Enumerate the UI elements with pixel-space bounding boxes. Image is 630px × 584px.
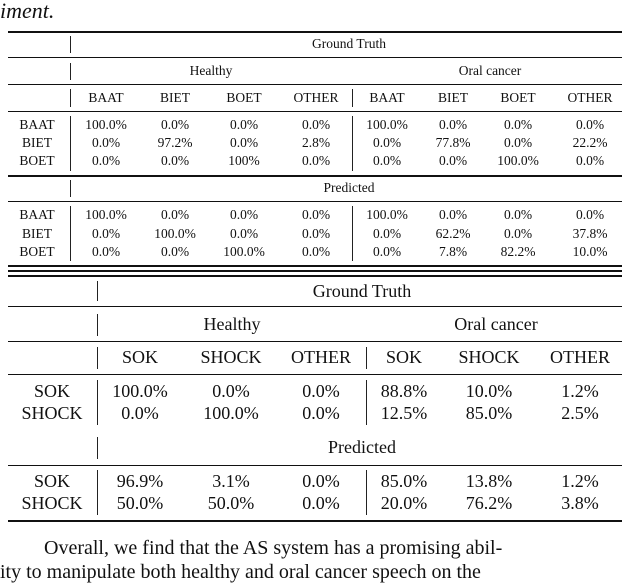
table-cell: 85.0% xyxy=(465,403,513,423)
row-label: SOK xyxy=(33,381,71,401)
table-rule xyxy=(8,111,622,112)
table-rule xyxy=(8,265,622,267)
table-cell: 0.0% xyxy=(301,117,331,132)
table-cell: 100.0% xyxy=(366,207,408,222)
table-cell: 0.0% xyxy=(91,244,121,259)
row-label: BIET xyxy=(22,135,52,150)
table-cell: 100.0% xyxy=(85,117,127,132)
column-header: OTHER xyxy=(567,90,613,105)
column-header: BAAT xyxy=(369,90,405,105)
table-cell: 12.5% xyxy=(380,403,428,423)
table-cell: 0.0% xyxy=(302,381,340,401)
table-cell: 0.0% xyxy=(372,135,402,150)
column-divider xyxy=(70,116,71,171)
column-header: OTHER xyxy=(293,90,339,105)
table-rule xyxy=(8,341,622,342)
table-cell: 0.0% xyxy=(301,207,331,222)
table-cell: 100.0% xyxy=(112,381,168,401)
table-cell: 0.0% xyxy=(575,207,605,222)
row-label: BIET xyxy=(22,226,52,241)
table-cell: 1.2% xyxy=(561,471,599,491)
predicted-header: Predicted xyxy=(323,180,375,195)
table-cell: 100.0% xyxy=(154,226,196,241)
table-rule xyxy=(8,275,622,277)
column-divider xyxy=(97,380,98,425)
column-header: BOET xyxy=(500,90,536,105)
table-cell: 1.2% xyxy=(561,381,599,401)
column-header: BAAT xyxy=(88,90,124,105)
column-divider xyxy=(352,206,353,261)
table-cell: 0.0% xyxy=(301,226,331,241)
column-divider xyxy=(366,380,367,425)
table-cell: 2.8% xyxy=(301,135,331,150)
table-cell: 85.0% xyxy=(380,471,428,491)
table-cell: 77.8% xyxy=(435,135,471,150)
table-cell: 0.0% xyxy=(372,244,402,259)
table-cell: 0.0% xyxy=(229,117,259,132)
table-cell: 0.0% xyxy=(503,117,533,132)
table-cell: 100.0% xyxy=(223,244,265,259)
table-cell: 2.5% xyxy=(561,403,599,423)
table-cell: 0.0% xyxy=(503,226,533,241)
column-divider xyxy=(70,63,71,80)
column-divider xyxy=(352,116,353,171)
column-header: SHOCK xyxy=(458,347,520,367)
table-cell: 3.8% xyxy=(561,493,599,513)
column-divider xyxy=(97,314,98,336)
column-header: BIET xyxy=(160,90,190,105)
table-cell: 82.2% xyxy=(500,244,536,259)
paragraph-line-2: ity to manipulate both healthy and oral cancer speech on the xyxy=(0,561,481,583)
group-header-oral-cancer: Oral cancer xyxy=(458,63,522,78)
ground-truth-header: Ground Truth xyxy=(312,281,412,301)
table-cell: 0.0% xyxy=(160,153,190,168)
table-cell: 100.0% xyxy=(366,117,408,132)
column-divider xyxy=(97,470,98,515)
table-cell: 7.8% xyxy=(438,244,468,259)
table-cell: 0.0% xyxy=(91,135,121,150)
table-cell: 3.1% xyxy=(212,471,250,491)
table-cell: 10.0% xyxy=(465,381,513,401)
table-cell: 100.0% xyxy=(85,207,127,222)
column-divider xyxy=(352,89,353,107)
column-divider xyxy=(366,347,367,369)
column-header: SOK xyxy=(121,347,159,367)
table-cell: 22.2% xyxy=(572,135,608,150)
column-divider xyxy=(366,470,367,515)
row-label: SHOCK xyxy=(21,403,83,423)
table-cell: 50.0% xyxy=(207,493,255,513)
table-cell: 0.0% xyxy=(575,117,605,132)
table-cell: 13.8% xyxy=(465,471,513,491)
table-cell: 0.0% xyxy=(302,493,340,513)
table-cell: 0.0% xyxy=(302,471,340,491)
predicted-header: Predicted xyxy=(328,437,396,457)
table-cell: 76.2% xyxy=(465,493,513,513)
column-header: OTHER xyxy=(550,347,610,367)
table-cell: 0.0% xyxy=(301,244,331,259)
table-rule xyxy=(8,306,622,307)
table-cell: 50.0% xyxy=(116,493,164,513)
column-header: SOK xyxy=(385,347,423,367)
table-cell: 0.0% xyxy=(438,207,468,222)
table-cell: 96.9% xyxy=(116,471,164,491)
column-divider xyxy=(97,347,98,369)
table-cell: 0.0% xyxy=(91,226,121,241)
table-cell: 0.0% xyxy=(302,403,340,423)
group-header-healthy: Healthy xyxy=(189,63,233,78)
table-cell: 0.0% xyxy=(372,153,402,168)
table-cell: 0.0% xyxy=(503,207,533,222)
table-cell: 97.2% xyxy=(157,135,193,150)
ground-truth-header: Ground Truth xyxy=(312,36,386,51)
column-divider xyxy=(97,437,98,459)
row-label: BAAT xyxy=(19,207,55,222)
column-header: SHOCK xyxy=(200,347,262,367)
group-header-healthy: Healthy xyxy=(203,314,261,334)
table-cell: 0.0% xyxy=(229,226,259,241)
column-header: OTHER xyxy=(291,347,351,367)
table-rule xyxy=(8,270,622,272)
table-cell: 0.0% xyxy=(438,117,468,132)
table-rule xyxy=(8,374,622,375)
column-header: BOET xyxy=(226,90,262,105)
table-rule xyxy=(8,84,622,85)
table-cell: 100.0% xyxy=(203,403,259,423)
table-cell: 0.0% xyxy=(160,117,190,132)
table-cell: 0.0% xyxy=(160,244,190,259)
table-cell: 20.0% xyxy=(380,493,428,513)
column-divider xyxy=(97,281,98,301)
column-divider xyxy=(70,36,71,53)
row-label: BAAT xyxy=(19,117,55,132)
table-cell: 88.8% xyxy=(380,381,428,401)
table-cell: 0.0% xyxy=(121,403,159,423)
table-cell: 0.0% xyxy=(438,153,468,168)
table-cell: 62.2% xyxy=(435,226,471,241)
row-label: BOET xyxy=(19,244,55,259)
caption-fragment: iment. xyxy=(0,0,55,23)
table-rule xyxy=(8,520,622,522)
row-label: BOET xyxy=(19,153,55,168)
table-cell: 0.0% xyxy=(91,153,121,168)
row-label: SHOCK xyxy=(21,493,83,513)
table-rule xyxy=(8,175,622,177)
table-cell: 0.0% xyxy=(503,135,533,150)
table-cell: 10.0% xyxy=(572,244,608,259)
group-header-oral-cancer: Oral cancer xyxy=(454,314,538,334)
row-label: SOK xyxy=(33,471,71,491)
column-divider xyxy=(70,180,71,197)
table-cell: 0.0% xyxy=(229,207,259,222)
table-rule xyxy=(8,31,622,33)
paragraph-line-1: Overall, we find that the AS system has a promising abil- xyxy=(44,537,503,559)
table-cell: 0.0% xyxy=(575,153,605,168)
table-cell: 100.0% xyxy=(497,153,539,168)
table-rule xyxy=(8,465,622,466)
column-divider xyxy=(70,206,71,261)
column-divider xyxy=(70,89,71,107)
table-rule xyxy=(8,57,622,58)
table-rule xyxy=(8,201,622,202)
table-cell: 37.8% xyxy=(572,226,608,241)
table-cell: 0.0% xyxy=(301,153,331,168)
table-cell: 0.0% xyxy=(229,135,259,150)
table-cell: 0.0% xyxy=(212,381,250,401)
table-cell: 0.0% xyxy=(160,207,190,222)
column-header: BIET xyxy=(438,90,468,105)
table-cell: 0.0% xyxy=(372,226,402,241)
table-cell: 100% xyxy=(228,153,260,168)
